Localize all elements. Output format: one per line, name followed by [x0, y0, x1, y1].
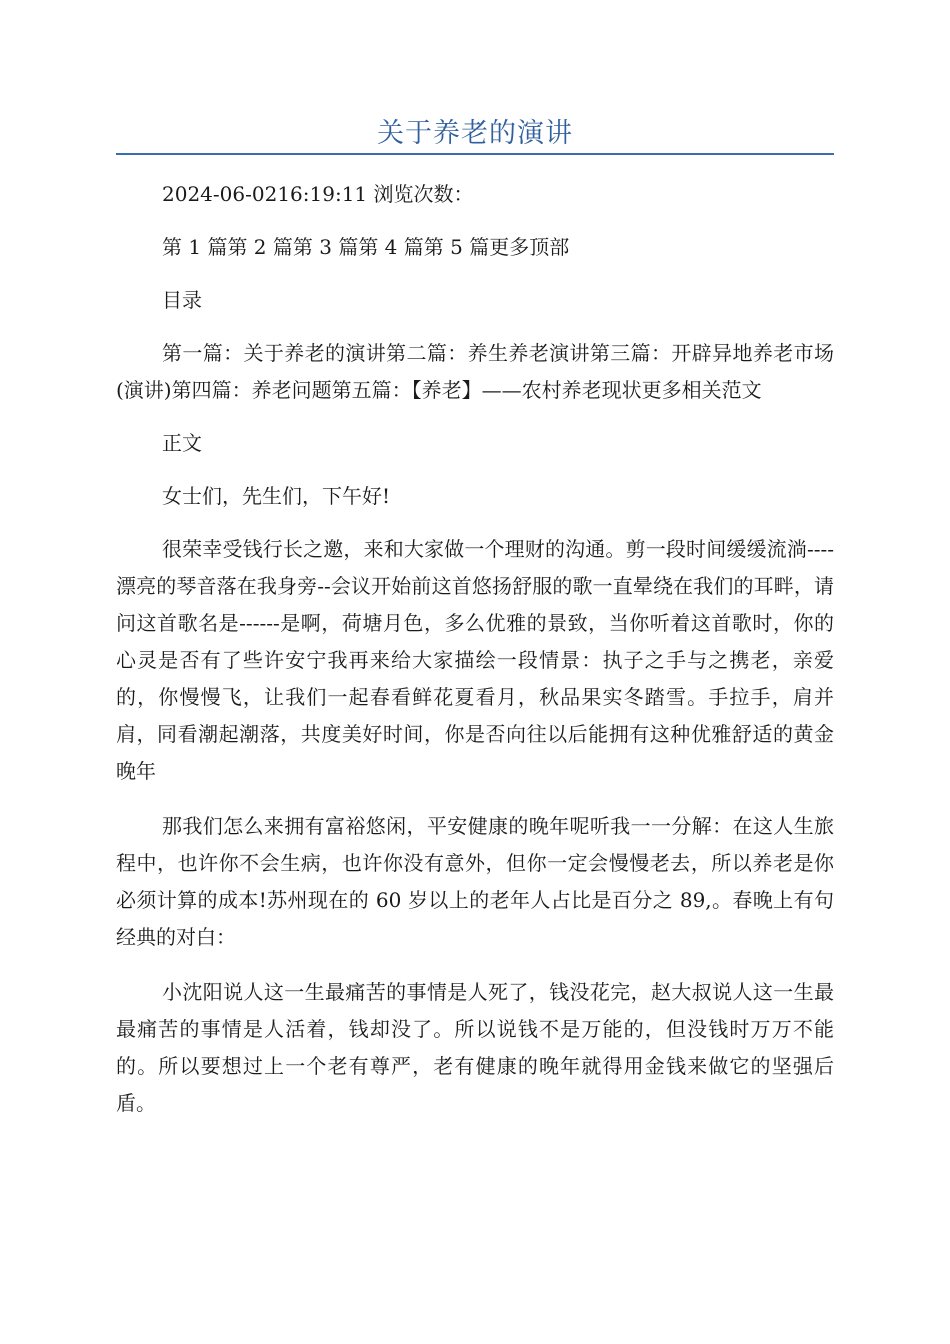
meta-line: 2024-06-0216:19:11 浏览次数：: [162, 182, 474, 206]
body-paragraph: 很荣幸受钱行长之邀，来和大家做一个理财的沟通。剪一段时间缓缓流淌----漂亮的琴音落在我身旁--会议开始前这首悠扬舒服的歌一直晕绕在我们的耳畔，请问这首歌名是------是啊，荷塘月色，多么优雅的景致，当你听着这首歌时，你的心灵是否有了些许安宁我再来给大家描绘一段情景：执子之手与之携老，亲爱的，你慢慢飞，让我们一起春看鲜花夏看月，秋品果实冬踏雪。手拉手，肩并肩，同看潮起潮落，共度美好时间，你是否向往以后能拥有这种优雅舒适的黄金晚年: [116, 537, 834, 783]
greeting-paragraph: 女士们，先生们，下午好!: [162, 484, 391, 508]
title-underline: [116, 153, 834, 155]
document-page: [116, 0, 834, 1122]
body-heading: 正文: [162, 431, 202, 455]
document-title: 关于养老的演讲: [377, 118, 573, 149]
chapter-nav-line: 第 1 篇第 2 篇第 3 篇第 4 篇第 5 篇更多顶部: [162, 235, 570, 259]
toc-text: 第一篇：关于养老的演讲第二篇：养生养老演讲第三篇：开辟异地养老市场(演讲)第四篇：养老问题第五篇：【养老】——农村养老现状更多相关范文: [116, 341, 834, 402]
body-paragraph: 小沈阳说人这一生最痛苦的事情是人死了，钱没花完，赵大叔说人这一生最最痛苦的事情是人活着，钱却没了。所以说钱不是万能的，但没钱时万万不能的。所以要想过上一个老有尊严，老有健康的晚年就得用金钱来做它的坚强后盾。: [116, 980, 834, 1115]
body-paragraph: 那我们怎么来拥有富裕悠闲，平安健康的晚年呢听我一一分解：在这人生旅程中，也许你不会生病，也许你没有意外，但你一定会慢慢老去，所以养老是你必须计算的成本!苏州现在的 60 岁以上的老年人占比是百分之 89,。春晚上有句经典的对白：: [116, 814, 834, 949]
toc-heading: 目录: [162, 288, 202, 312]
